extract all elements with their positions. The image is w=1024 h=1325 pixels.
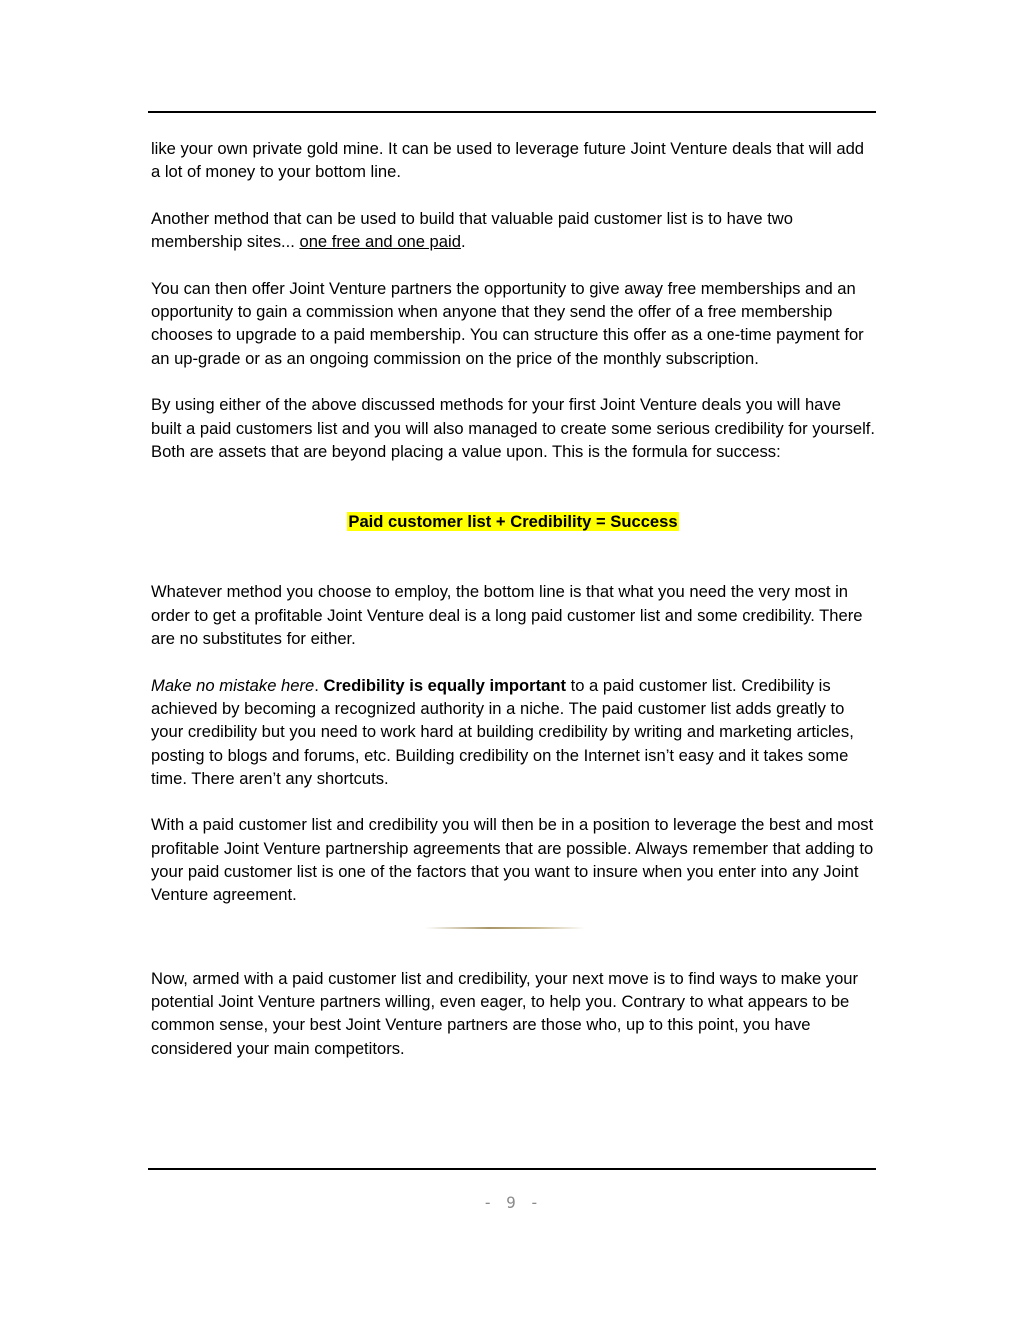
page-body — [151, 137, 875, 1083]
period: . — [314, 675, 324, 695]
paragraph-two-memberships-end: . — [460, 232, 466, 252]
underlined-phrase: one free and one paid — [299, 232, 461, 252]
page-number: - 9 - — [482, 1193, 542, 1212]
paragraph-credibility-text: to a paid customer list. Credibility is achieved by becoming a recognized authority in a niche. The paid customer list adds greatly to your credibility but you need to work hard at building credibility by writing and marketing articles, posting to blogs and forums, etc. Building credibility on the Internet isn’t easy and it takes some time. There aren’t any shortcuts. — [151, 675, 854, 788]
paragraph-next-move: Now, armed with a paid customer list and credibility, your next move is to find ways to make your potential Joint Venture partners willing, even eager, to help you. Contrary to what appears to be common sense, your best Joint Venture partners are those who, up to this point, you have considered your main competitors. — [151, 968, 859, 1058]
paragraph-gold-mine: like your own private gold mine. It can be used to leverage future Joint Venture deals that will add a lot of money to your bottom line. — [151, 139, 865, 182]
success-formula-text: Paid customer list + Credibility = Success — [348, 512, 678, 532]
italic-phrase: Make no mistake here — [151, 675, 315, 695]
bold-phrase: Credibility is equally important — [323, 675, 566, 695]
paragraph-leverage: With a paid customer list and credibility you will then be in a position to leverage the best and most profitable Joint Venture partnership agreements that are possible. Always remember that adding to your paid customer list is one of the factors that you want to insure when you enter into any Joint Venture agreement. — [151, 815, 874, 905]
paragraph-bottom-line: Whatever method you choose to employ, the bottom line is that what you need the very most in order to get a profitable Joint Venture deal is a long paid customer list and some credibility. There are no substitutes for either. — [151, 582, 863, 649]
paragraph-offer-partners: You can then offer Joint Venture partners the opportunity to give away free memberships and an opportunity to gain a commission when anyone that they send the offer of a free membership chooses to upgrade to a paid membership. You can structure this offer as a one-time payment for an up-grade or as an ongoing commission on the price of the monthly subscription. — [151, 278, 864, 368]
success-formula — [151, 510, 875, 533]
paragraph-methods: By using either of the above discussed methods for your first Joint Venture deals you will have built a paid customers list and you will also managed to create some serious credibility for yourself. Both are assets that are beyond placing a value upon. This is the formula for success: — [151, 395, 876, 461]
decorative-divider — [425, 927, 585, 929]
paragraph-two-memberships-text: Another method that can be used to build that valuable paid customer list is to have two membership sites... — [151, 208, 794, 252]
header-rule — [148, 111, 876, 113]
footer-rule — [148, 1168, 876, 1170]
paragraph-credibility — [151, 674, 875, 790]
paragraph-two-memberships — [151, 207, 875, 254]
